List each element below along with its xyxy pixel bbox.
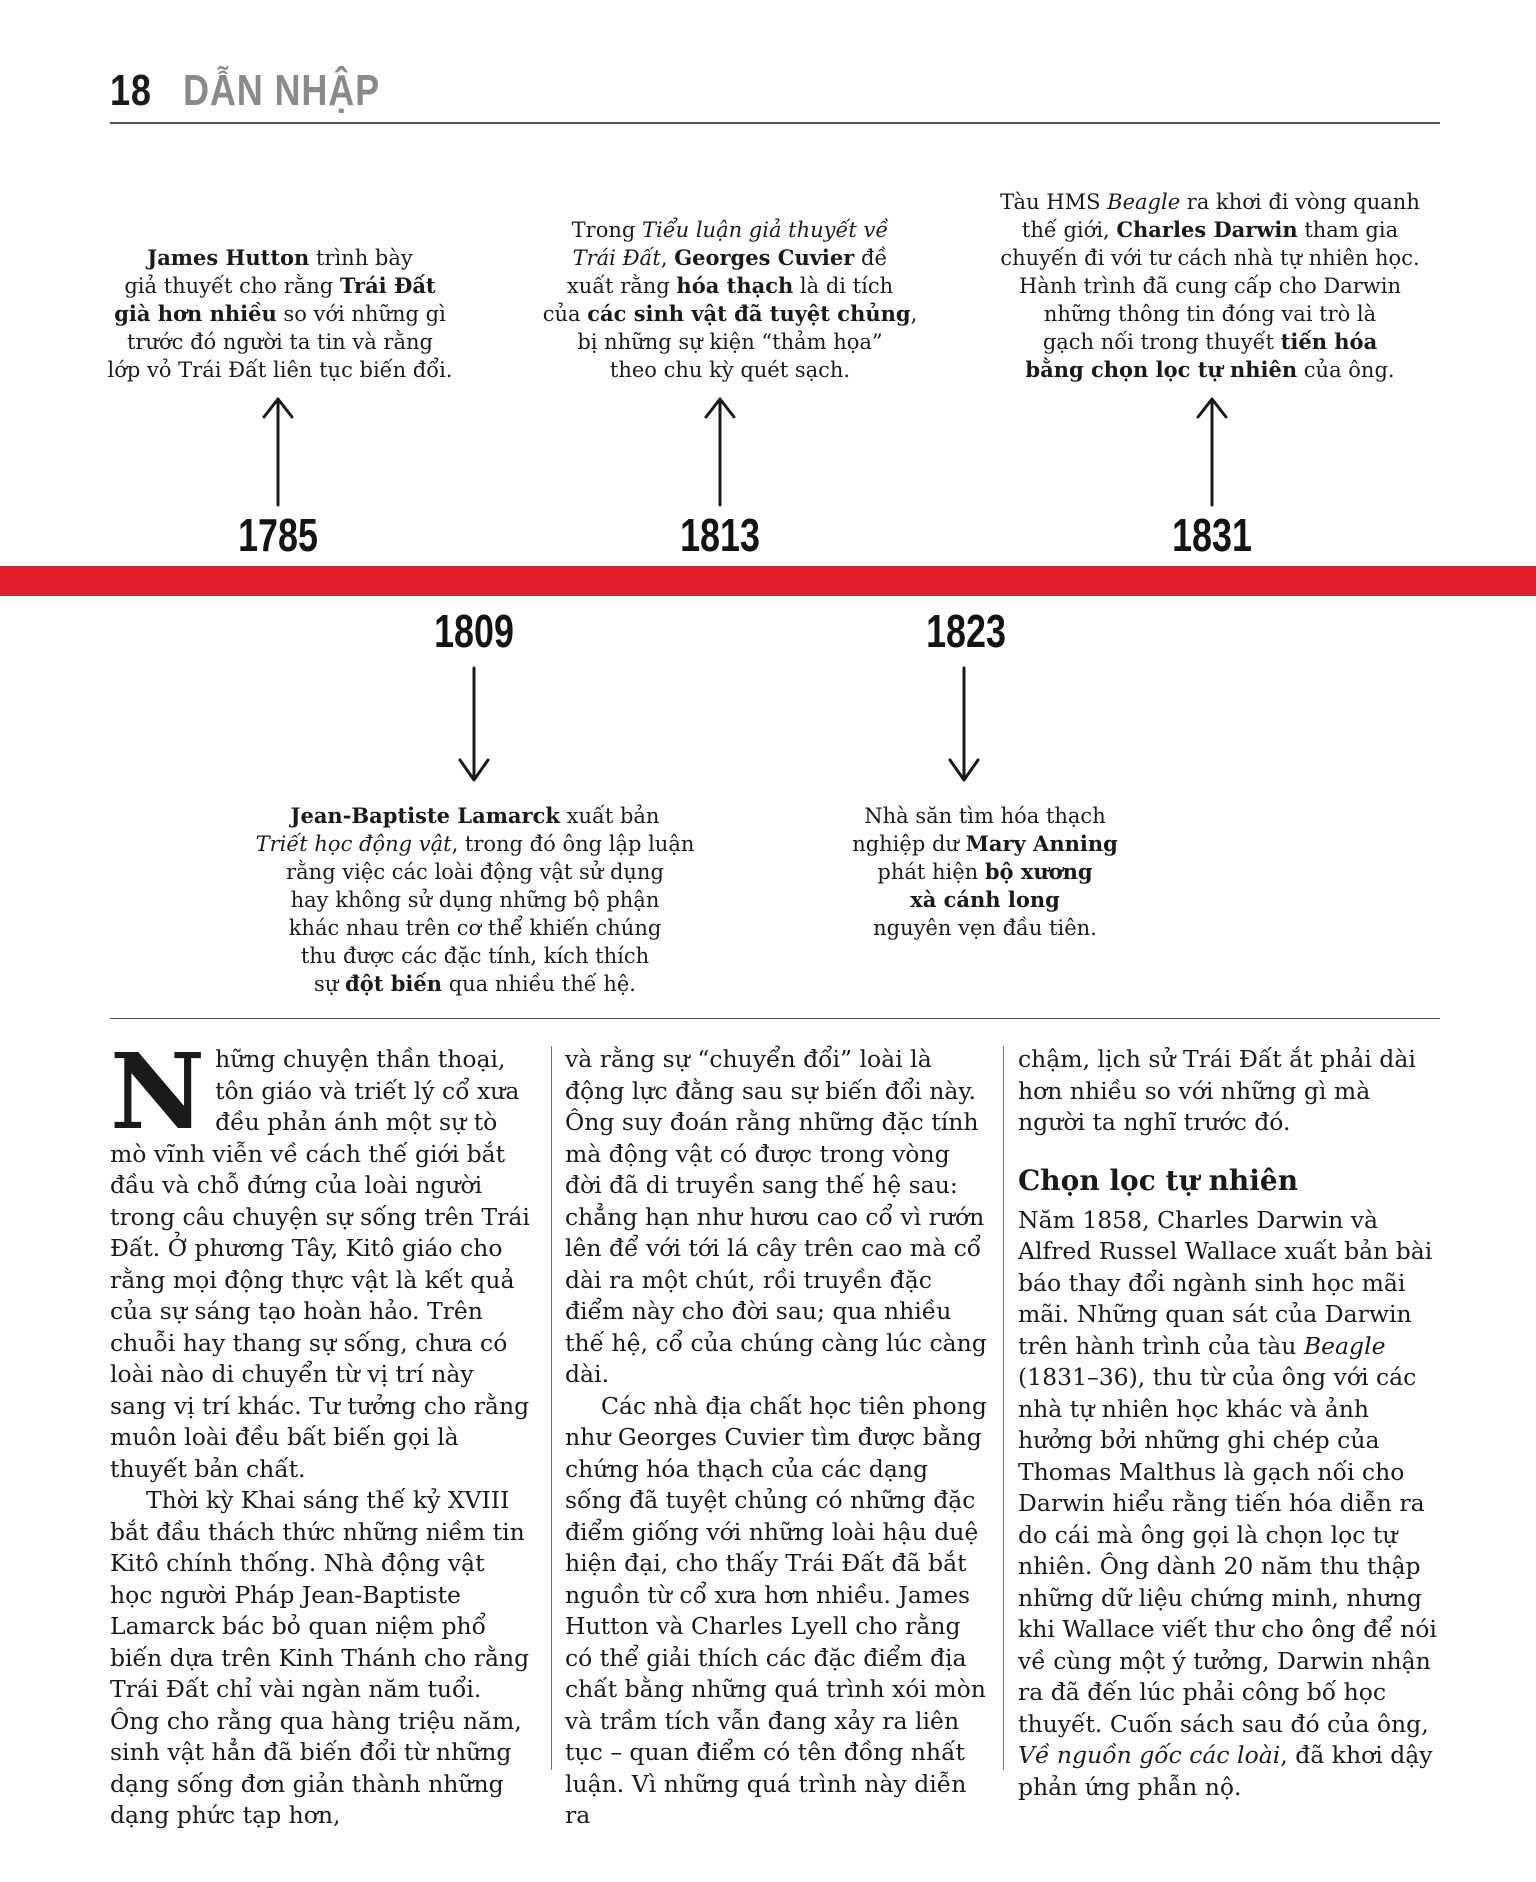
header-rule	[110, 122, 1440, 124]
timeline-line	[95, 244, 465, 272]
arrow-down-1823-icon	[946, 664, 982, 784]
timeline-run: phát hiện	[877, 860, 985, 884]
timeline-line	[970, 300, 1450, 328]
arrow-up-1831-icon	[1194, 395, 1230, 507]
timeline-run: thu được các đặc tính, kích thích	[300, 944, 650, 968]
timeline-run: hay không sử dụng những bộ phận	[290, 888, 660, 912]
timeline-run: bằng chọn lọc tự nhiên	[1025, 357, 1298, 382]
paragraph-2: Thời kỳ Khai sáng thế kỷ XVIII bắt đầu thách thức những niềm tin Kitô chính thống. Nhà động vật học người Pháp Jean-Baptiste Lamarck bác bỏ quan niệm phổ biến dựa trên Kinh Thánh cho rằng Trái Đất chỉ vài ngàn năm tuổi. Ông cho rằng qua hàng triệu năm, sinh vật hẳn đã biến đổi từ những dạng sống đơn giản thành những dạng phức tạp hơn,	[110, 1486, 530, 1829]
book-title: Về nguồn gốc các loài	[1018, 1741, 1281, 1769]
body-column-3	[1018, 1044, 1442, 1803]
arrow-up-1813-icon	[702, 395, 738, 507]
timeline-run: là di tích	[793, 274, 894, 298]
timeline-line	[230, 942, 720, 970]
timeline-run: xuất bản	[559, 804, 660, 828]
timeline-line	[970, 328, 1450, 356]
timeline-line	[820, 802, 1150, 830]
paragraph-6-part-3: , đã khơi dậy phản ứng phẫn nộ.	[1018, 1741, 1433, 1801]
timeline-run: ,	[660, 246, 675, 270]
timeline-text-1831	[970, 188, 1450, 384]
timeline-line	[95, 300, 465, 328]
column-divider-2	[1003, 1046, 1004, 1770]
timeline-run: qua nhiều thế hệ.	[442, 972, 636, 996]
timeline-run: trình bày	[309, 246, 413, 270]
timeline-line	[230, 886, 720, 914]
timeline-line	[230, 970, 720, 998]
body-column-2	[565, 1044, 991, 1832]
timeline-run: Jean-Baptiste Lamarck	[290, 803, 560, 828]
timeline-run: hóa thạch	[676, 273, 794, 298]
timeline-run: Hành trình đã cung cấp cho Darwin	[1018, 274, 1401, 298]
timeline-line	[230, 830, 720, 858]
timeline-run: Beagle	[1107, 190, 1181, 214]
timeline-text-1813	[530, 216, 930, 384]
timeline-run: tiến hóa	[1280, 329, 1378, 354]
timeline-line	[820, 858, 1150, 886]
timeline-line	[820, 886, 1150, 914]
timeline-run: đề	[854, 246, 888, 270]
paragraph-6-part-2: (1831–36), thu từ của ông với các nhà tự nhiên học khác và ảnh hưởng bởi những ghi chép của Thomas Malthus là gạch nối cho Darwin hiểu rằng tiến hóa diễn ra do cái mà ông gọi là chọn lọc tự nhiên. Ông dành 20 năm thu thập những dữ liệu chứng minh, nhưng khi Wallace viết thư cho ông để nói về cùng một ý tưởng, Darwin nhận ra đã đến lúc phải công bố học thuyết. Cuốn sách sau đó của ông,	[1018, 1363, 1437, 1738]
timeline-run: Trái Đất	[572, 246, 661, 270]
timeline-run: bộ xương	[984, 859, 1093, 884]
column-divider-1	[551, 1046, 552, 1770]
timeline-line	[530, 300, 930, 328]
timeline-run: Mary Anning	[965, 831, 1118, 856]
body-column-1	[110, 1030, 534, 1832]
arrow-down-1809-icon	[456, 664, 492, 784]
timeline-line	[530, 216, 930, 244]
paragraph-6	[1018, 1205, 1442, 1804]
timeline-run: đột biến	[345, 971, 443, 996]
timeline-run: nguyên vẹn đầu tiên.	[873, 916, 1097, 940]
timeline-line	[970, 244, 1450, 272]
timeline-run: Tiểu luận giả thuyết về	[642, 218, 889, 242]
timeline-run: của ông.	[1297, 358, 1395, 382]
timeline-run: khác nhau trên cơ thể khiến chúng	[288, 916, 662, 940]
section-divider	[110, 1018, 1440, 1019]
timeline-run: Trái Đất	[339, 273, 436, 298]
page-number: 18	[110, 66, 152, 115]
year-1813: 1813	[680, 509, 760, 561]
timeline-run: xuất rằng	[566, 274, 677, 298]
paragraph-6-part-1: Năm 1858, Charles Darwin và Alfred Russel Wallace xuất bản bài báo thay đổi ngành sinh học mãi mãi. Những quan sát của Darwin trên hành trình của tàu	[1018, 1205, 1433, 1360]
timeline-run: của	[542, 302, 588, 326]
timeline-text-1785	[95, 244, 465, 384]
drop-cap: N	[110, 1030, 206, 1153]
timeline-run: , trong đó ông lập luận	[451, 832, 695, 856]
timeline-run: những thông tin đóng vai trò là	[1043, 302, 1377, 326]
section-title: DẪN NHẬP	[183, 66, 380, 115]
timeline-run: chuyến đi với tư cách nhà tự nhiên học.	[1000, 246, 1420, 270]
timeline-run: Trong	[571, 218, 642, 242]
timeline-run: theo chu kỳ quét sạch.	[609, 358, 851, 382]
timeline-text-1809	[230, 802, 720, 998]
timeline-run: ra khơi đi vòng quanh	[1180, 190, 1420, 214]
timeline-line	[95, 272, 465, 300]
timeline-run: già hơn nhiều	[114, 301, 277, 326]
timeline-run: sự	[314, 972, 346, 996]
timeline-line	[530, 328, 930, 356]
timeline-line	[970, 216, 1450, 244]
timeline-run: nghiệp dư	[852, 832, 966, 856]
timeline-line	[530, 272, 930, 300]
timeline-run: Triết học động vật	[255, 832, 452, 856]
year-1831: 1831	[1172, 509, 1252, 561]
timeline-run: các sinh vật đã tuyệt chủng	[587, 301, 911, 326]
timeline-line	[820, 830, 1150, 858]
timeline-run: tham gia	[1297, 218, 1399, 242]
timeline-band	[0, 566, 1536, 596]
timeline-run: thế giới,	[1021, 218, 1117, 242]
timeline-line	[230, 858, 720, 886]
timeline-run: lớp vỏ Trái Đất liên tục biến đổi.	[107, 358, 453, 382]
timeline-run: rằng việc các loài động vật sử dụng	[286, 860, 664, 884]
timeline-line	[230, 914, 720, 942]
timeline-line	[970, 356, 1450, 384]
timeline-run: bị những sự kiện “thảm họa”	[577, 330, 883, 354]
timeline-line	[95, 328, 465, 356]
timeline-run: Charles Darwin	[1116, 217, 1298, 242]
ship-name-beagle: Beagle	[1303, 1331, 1386, 1360]
timeline-line	[970, 188, 1450, 216]
paragraph-5: chậm, lịch sử Trái Đất ắt phải dài hơn nhiều so với những gì mà người ta nghĩ trước đó.	[1018, 1045, 1416, 1136]
timeline-run: James Hutton	[147, 245, 310, 270]
timeline-run: so với những gì	[276, 302, 446, 326]
timeline-run: trước đó người ta tin và rằng	[127, 330, 433, 354]
timeline-line	[820, 914, 1150, 942]
timeline-run: giả thuyết cho rằng	[124, 274, 340, 298]
year-1785: 1785	[238, 509, 318, 561]
timeline-line	[95, 356, 465, 384]
timeline-line	[530, 356, 930, 384]
subheading-natural-selection: Chọn lọc tự nhiên	[1018, 1163, 1299, 1197]
year-1823: 1823	[926, 605, 1006, 657]
timeline-line	[970, 272, 1450, 300]
year-1809: 1809	[434, 605, 514, 657]
timeline-line	[530, 244, 930, 272]
paragraph-3: và rằng sự “chuyển đổi” loài là động lực đằng sau sự biến đổi này. Ông suy đoán rằng những đặc tính mà động vật có được trong vòng đời đã di truyền sang thế hệ sau: chẳng hạn như hươu cao cổ vì rướn lên để với tới lá cây trên cao mà cổ dài ra một chút, rồi truyền đặc điểm này cho đời sau; qua nhiều thế hệ, cổ của chúng càng lúc càng dài.	[565, 1045, 987, 1388]
timeline-run: ,	[910, 302, 918, 326]
timeline-run: Nhà săn tìm hóa thạch	[864, 804, 1106, 828]
timeline-run: xà cánh long	[910, 887, 1060, 912]
arrow-up-1785-icon	[260, 395, 296, 507]
timeline-line	[230, 802, 720, 830]
timeline-text-1823	[820, 802, 1150, 942]
paragraph-4: Các nhà địa chất học tiên phong như Georges Cuvier tìm được bằng chứng hóa thạch của các dạng sống đã tuyệt chủng có những đặc điểm giống với những loài hậu duệ hiện đại, cho thấy Trái Đất đã bắt nguồn từ cổ xưa hơn nhiều. James Hutton và Charles Lyell cho rằng có thể giải thích các đặc điểm địa chất bằng những quá trình xói mòn và trầm tích vẫn đang xảy ra liên tục – quan điểm có tên đồng nhất luận. Vì những quá trình này diễn ra	[565, 1391, 987, 1829]
timeline-run: gạch nối trong thuyết	[1042, 330, 1281, 354]
timeline-run: Tàu HMS	[1000, 190, 1108, 214]
timeline-run: Georges Cuvier	[674, 245, 855, 270]
paragraph-1-text: hững chuyện thần thoại, tôn giáo và triết lý cổ xưa đều phản ánh một sự tò mò vĩnh viễn về cách thế giới bắt đầu và chỗ đứng của loài người trong câu chuyện sự sống trên Trái Đất. Ở phương Tây, Kitô giáo cho rằng mọi động thực vật là kết quả của sự sáng tạo hoàn hảo. Trên chuỗi hay thang sự sống, chưa có loài nào di chuyển từ vị trí này sang vị trí khác. Tư tưởng cho rằng muôn loài đều bất biến gọi là thuyết bản chất.	[110, 1045, 530, 1483]
